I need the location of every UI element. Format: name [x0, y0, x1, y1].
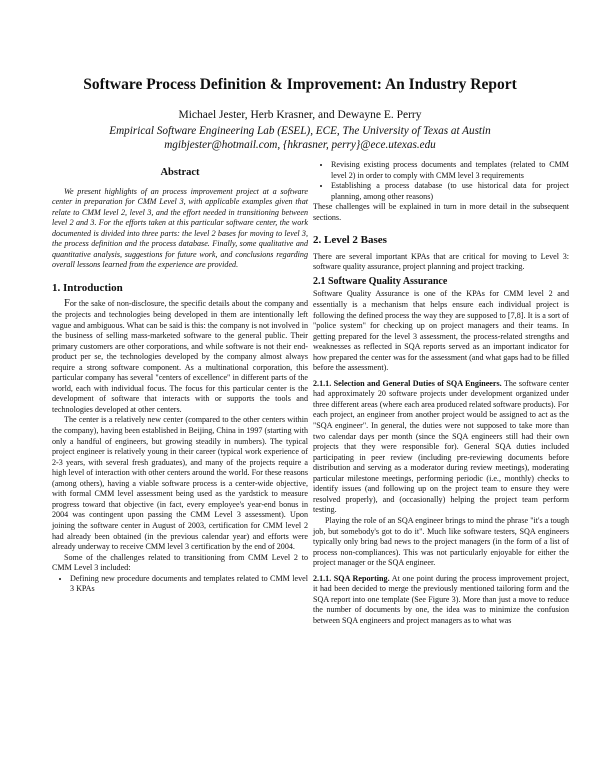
sqa-duties-paragraph-2: Playing the role of an SQA engineer brings to mind the phrase "it's a tough job, but somebody's got to do it". Much like software testers, SQA engineers typically only bring bad news to the project managers (in the form of a list of process non-compliances). This was not particularly enjoyable for either the project manager or the SQA engineer. — [313, 515, 569, 568]
sqa-duties-heading: 2.1.1. Selection and General Duties of SQA Engineers. — [313, 378, 502, 388]
email-line: mgibjester@hotmail.com, {hkrasner, perry}@ece.utexas.edu — [164, 138, 436, 151]
left-column — [52, 168, 308, 595]
challenge-list-left — [52, 574, 308, 595]
right-column — [313, 160, 569, 626]
paper-title: Software Process Definition & Improvement: An Industry Report — [83, 76, 517, 93]
affiliation-line: Empirical Software Engineering Lab (ESEL), ECE, The University of Texas at Austin — [109, 125, 491, 137]
sqa-reporting-paragraph — [313, 574, 569, 627]
intro-paragraph-3: Some of the challenges related to transitioning from CMM Level 2 to CMM Level 3 included: — [52, 552, 308, 573]
abstract-heading: Abstract — [160, 167, 200, 178]
intro-heading: 1. Introduction — [52, 281, 123, 294]
challenge-item: • Defining new procedure documents and templates related to CMM level 3 KPAs — [70, 574, 308, 595]
sqa-duties-text: The software center had approximately 20 software projects under development organized under three different areas (where each area produced related software products). For each project, an engineer from another project would be assigned to act as the "SQA engineer". In general, the duties were not supposed to take more than two calendar days per month (since the SQA engineers still had their own projects that they were responsible for). General SQA duties included participating in peer review (including pre-reviewing documents before distribution and serving as a moderator during review meetings), moderating particular milestone meetings, performing periodic (i.e., monthly) checks to identify issues (and following up on the project team to ensure they were resolved properly), and (occasionally) helping the project team perform testing. — [313, 378, 569, 515]
challenge-item: • Revising existing process documents and templates (related to CMM level 2) in order to comply with CMM level 3 requirements — [331, 160, 569, 181]
sqa-duties-paragraph — [313, 379, 569, 516]
sqa-reporting-text: At one point during the process improvement project, it had been decided to merge the previously mentioned tailoring form and the SQA report into one template (See Figure 3). More than just a move to reduce the number of documents by one, the idea was to minimize the confusion between SQA engineers and project managers as to what was — [313, 573, 570, 625]
affiliation-block — [40, 125, 560, 152]
challenge-list-right — [313, 160, 569, 202]
intro-paragraph-2: The center is a relatively new center (compared to the other centers within the company), having been established in Beijing, China in 1997 (starting with only a handful of engineers, but growing steadily in numbers). The typical project engineer is relatively young in their career (typical work experience of 2-3 years, with several fresh graduates), and many of the projects require a high level of interaction with other centers around the world. For these reasons (among others), having a viable software process is a center-wide objective, with formal CMM level assessment being used as the yardstick to measure progress toward that objective (in fact, every employee's year-end bonus in 2004 was contingent upon passing the CMM Level 3 assessment). Upon joining the software center in August of 2003, certification for CMM level 2 had already been obtained (in the previous calendar year) and efforts were already underway to receive CMM level 3 certification by the end of 2004. — [52, 415, 308, 552]
level2-text: There are several important KPAs that are critical for moving to Level 3: software quality assurance, project planning and project tracking. — [313, 251, 569, 272]
level2-heading: 2. Level 2 Bases — [313, 234, 387, 247]
sqa-heading: 2.1 Software Quality Assurance — [313, 275, 448, 287]
sqa-reporting-heading: 2.1.1. SQA Reporting. — [313, 573, 390, 583]
author-list: Michael Jester, Herb Krasner, and Dewayne E. Perry — [178, 109, 422, 121]
sqa-text: Software Quality Assurance is one of the KPAs for CMM level 2 and essentially is a mechanism that helps ensure each individual project is following the defined process the way they are supposed to [7,8]. It is a sort of "police system" for checking up on project managers and their teams. In getting prepared for the level 3 assessment, the process-related strengths and weaknesses as reflected in SQA reports served as an important indicator for how prepared the center was for the assessment (and what gaps had to be filled before the assessment). — [313, 289, 569, 373]
challenges-followup: These challenges will be explained in turn in more detail in the subsequent sections. — [313, 202, 569, 222]
challenge-item: • Establishing a process database (to use historical data for project planning, among other reasons) — [331, 181, 569, 202]
intro-paragraph-1: For the sake of non-disclosure, the specific details about the company and the projects and technologies being developed in them are intentionally left vague and ambiguous. What can be said is this: the company is not involved in the business of selling mass-marketed software to the general public. Their primary customers are other corporations, and while software is not their end-product per se, the technologies developed by the company almost always require a strong software component. As a multinational corporation, this particular company has several "centers of excellence" in different parts of the world, each with individual focus. The focus for this particular center is the development of software that interacts with or supports the tools and technologies developed at other centers. — [52, 298, 308, 414]
abstract-text: We present highlights of an process improvement project at a software center in preparation for CMM Level 3, with applicable examples given that relate to CMM level 2, level 3, and the effort needed in transitioning between level 2 and 3. For the efforts taken at this particular software center, the work documented is divided into three parts: the level 2 bases for moving to level 3, the process definition and the process database. Finally, some qualitative and quantitative analysis, suggestions for future work, and conclusions regarding overall lessons learned from the experience are provided. — [52, 186, 308, 270]
